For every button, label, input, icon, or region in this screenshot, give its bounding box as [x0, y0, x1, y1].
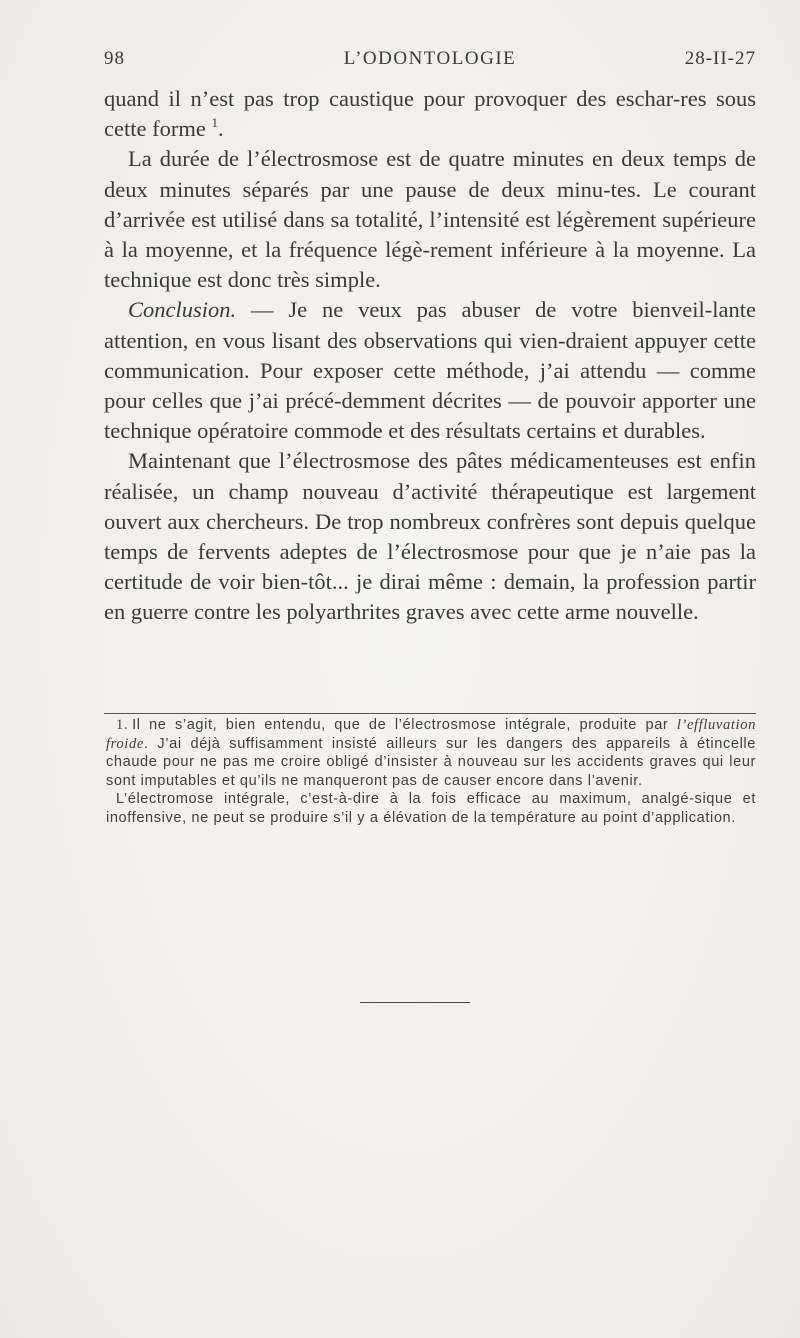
main-text: [104, 84, 756, 628]
footnote-separator: [104, 713, 756, 714]
running-head: [104, 48, 756, 78]
end-of-article-rule: [360, 1002, 470, 1003]
footnote-1-italic: l’effluvation froide: [106, 717, 756, 752]
journal-title: L’ODONTOLOGIE: [343, 48, 517, 69]
footnote-1: [106, 716, 756, 790]
footnotes: [106, 716, 756, 828]
conclusion-heading: Conclusion.: [128, 297, 237, 323]
paragraph-final: Maintenant que l’électrosmose des pâtes médicamenteuses est enfin réalisée, un champ nouveau d’activité thérapeutique est largement ouvert aux chercheurs. De trop nombreux confrères sont depuis quelque temps de fervents adeptes de l’électrosmose pour que je n’aie pas la certitude de voir bien-tôt... je dirai même : demain, la profession partir en guerre contre les polyarthrites graves avec cette arme nouvelle.: [104, 448, 756, 625]
paragraph-duration: La durée de l’électrosmose est de quatre minutes en deux temps de deux minutes séparés par une pause de deux minu-tes. Le courant d’arrivée est utilisé dans sa totalité, l’intensité est légèrement supérieure à la moyenne, et la fréquence légè-rement inférieure à la moyenne. La technique est donc très simple.: [104, 146, 756, 293]
footnote-1-text-a: Il ne s’agit, bien entendu, que de l’électrosmose intégrale, produite par: [132, 717, 677, 733]
page-number: 98: [104, 48, 125, 69]
footnote-1-number: 1.: [116, 717, 129, 733]
footnote-1-text-b: . J’ai déjà suffisamment insisté ailleurs sur les dangers des appareils à étincelle chaude pour ne pas me croire obligé d’insister à nouveau sur les accidents graves qui leur sont imputables et qu’ils ne manqueront pas de causer encore dans l’avenir.: [106, 735, 756, 789]
footnote-reference[interactable]: 1: [211, 115, 218, 131]
conclusion-text: — Je ne veux pas abuser de votre bienveil-lante attention, en vous lisant des observations qui vien-draient appuyer cette communication. Pour exposer cette méthode, j’ai attendu — comme pour celles que j’ai précé-demment décrites — de pouvoir apporter une technique opératoire commode et des résultats certains et durables.: [104, 297, 756, 444]
paragraph-conclusion: [104, 295, 756, 446]
footnote-2: L’électromose intégrale, c’est-à-dire à la fois efficace au maximum, analgé-sique et inoffensive, ne peut se produire s’il y a élévation de la température au point d’application.: [106, 791, 756, 826]
paragraph-continuation: [104, 84, 756, 144]
paragraph-1-end: .: [217, 116, 224, 142]
paragraph-1-text: quand il n’est pas trop caustique pour provoquer des eschar-res sous cette forme: [104, 86, 756, 142]
issue-date: 28-II-27: [684, 48, 756, 69]
